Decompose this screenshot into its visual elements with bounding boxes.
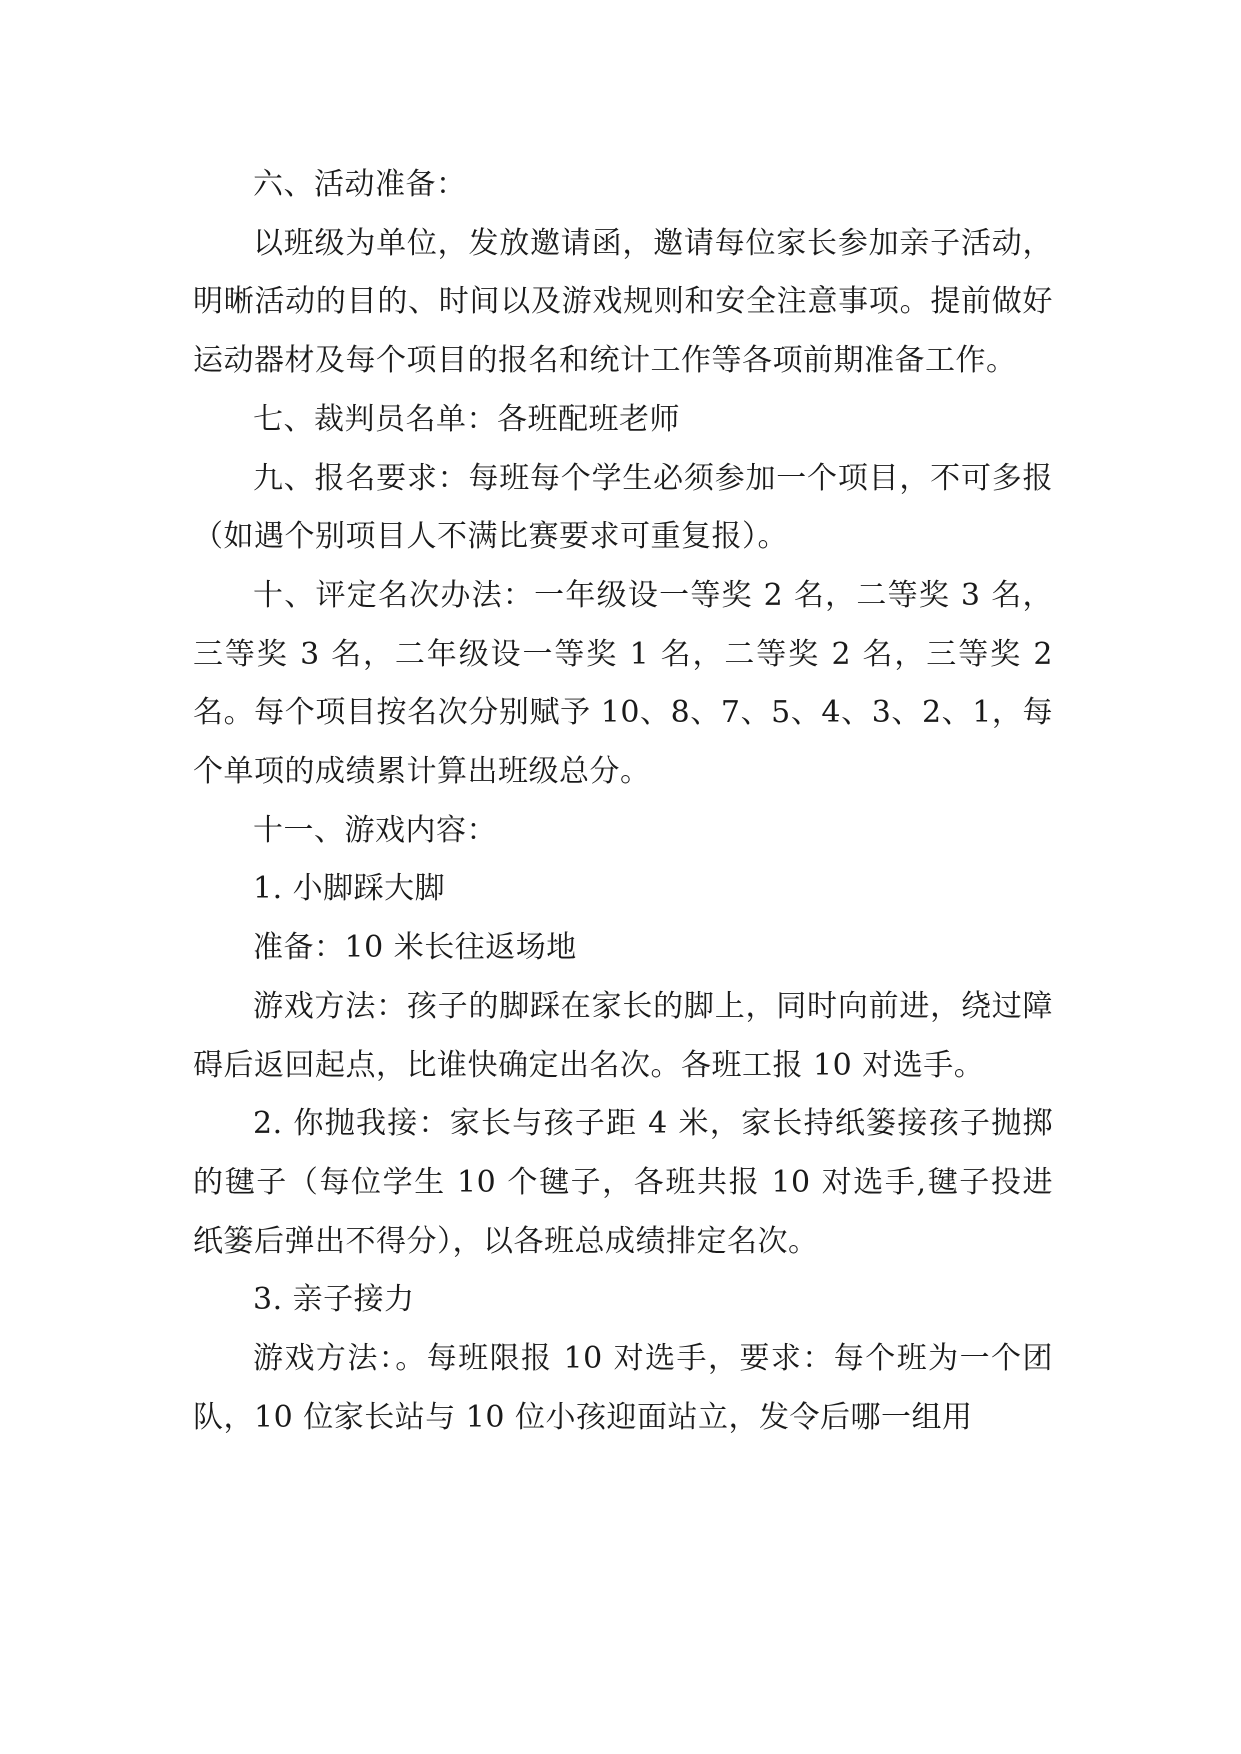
game-3-title: 3. 亲子接力 <box>253 1282 415 1318</box>
document-body <box>193 156 1053 1447</box>
heading-game-content: 十一、游戏内容： <box>253 812 497 848</box>
paragraph-preparation-details: 以班级为单位，发放邀请函，邀请每位家长参加亲子活动，明晰活动的目的、时间以及游戏规则和安全注意事项。提前做好运动器材及每个项目的报名和统计工作等各项前期准备工作。 <box>193 225 1053 379</box>
game-2-description: 2. 你抛我接：家长与孩子距 4 米，家长持纸篓接孩子抛掷的毽子（每位学生 10 个毽子，各班共报 10 对选手,毽子投进纸篓后弹出不得分），以各班总成绩排定名次。 <box>193 1106 1053 1259</box>
heading-activity-preparation: 六、活动准备： <box>253 167 467 202</box>
game-1-title: 1. 小脚踩大脚 <box>253 871 446 907</box>
paragraph-ranking-method: 十、评定名次办法：一年级设一等奖 2 名，二等奖 3 名，三等奖 3 名，二年级设一等奖 1 名，二等奖 2 名，三等奖 2 名。每个项目按名次分别赋予 10、8、7、5、4、3、2、1，每个单项的成绩累计算出班级总分。 <box>193 577 1053 790</box>
paragraph-registration-requirements: 九、报名要求：每班每个学生必须参加一个项目，不可多报（如遇个别项目人不满比赛要求可重复报）。 <box>193 460 1053 555</box>
game-1-preparation: 准备：10 米长往返场地 <box>253 930 577 966</box>
game-1-method: 游戏方法：孩子的脚踩在家长的脚上，同时向前进，绕过障碍后返回起点，比谁快确定出名次。各班工报 10 对选手。 <box>193 988 1053 1083</box>
game-3-method: 游戏方法：。每班限报 10 对选手，要求：每个班为一个团队，10 位家长站与 10 位小孩迎面站立，发令后哪一组用 <box>193 1341 1053 1435</box>
heading-referee-list: 七、裁判员名单：各班配班老师 <box>253 401 680 437</box>
